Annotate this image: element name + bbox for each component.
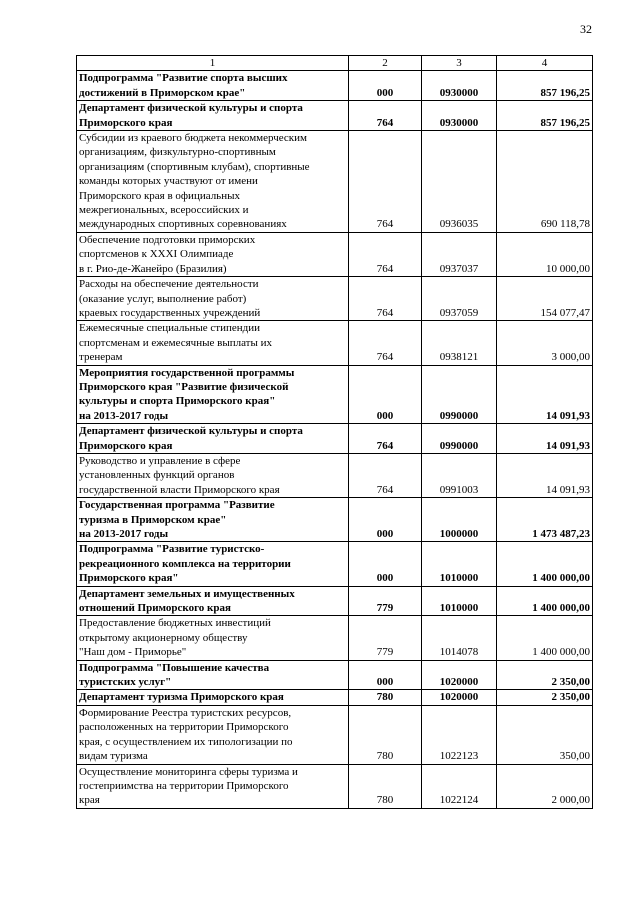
row-name-cell: Департамент физической культуры и спорта Приморского края (77, 424, 349, 454)
table-row (77, 131, 593, 233)
table-row (77, 365, 593, 424)
row-name-cell: Государственная программа "Развитие туризма в Приморском крае" на 2013-2017 годы (77, 498, 349, 542)
row-name-cell: Департамент физической культуры и спорта Приморского края (77, 101, 349, 131)
target-code-cell: 1010000 (422, 586, 497, 616)
amount-cell: 2 000,00 (497, 764, 593, 808)
column-header: 2 (349, 56, 422, 71)
row-name-cell: Субсидии из краевого бюджета некоммерческим организациям, физкультурно-спортивным организациям (спортивным клубам), спортивные команды которых участвуют от имени Приморского края в официальных межрегиональных, всероссийских и международных спортивных соревнованиях (77, 131, 349, 233)
column-header: 3 (422, 56, 497, 71)
table-row (77, 690, 593, 705)
table-row (77, 71, 593, 101)
amount-cell: 2 350,00 (497, 660, 593, 690)
table-row (77, 616, 593, 660)
amount-cell: 2 350,00 (497, 690, 593, 705)
page-number: 32 (580, 22, 592, 36)
row-name-cell: Формирование Реестра туристских ресурсов, расположенных на территории Приморского края, с осуществлением их типологизации по видам туризма (77, 705, 349, 764)
target-code-cell: 1020000 (422, 660, 497, 690)
dept-code-cell: 779 (349, 586, 422, 616)
row-name-cell: Расходы на обеспечение деятельности (оказание услуг, выполнение работ) краевых государственных учреждений (77, 277, 349, 321)
table-row (77, 101, 593, 131)
amount-cell: 3 000,00 (497, 321, 593, 365)
dept-code-cell: 000 (349, 542, 422, 586)
table-row (77, 705, 593, 764)
row-name-cell: Департамент земельных и имущественных отношений Приморского края (77, 586, 349, 616)
dept-code-cell: 764 (349, 101, 422, 131)
target-code-cell: 1010000 (422, 542, 497, 586)
table-row (77, 542, 593, 586)
amount-cell: 350,00 (497, 705, 593, 764)
amount-cell: 857 196,25 (497, 71, 593, 101)
target-code-cell: 1014078 (422, 616, 497, 660)
row-name-cell: Мероприятия государственной программы Приморского края "Развитие физической культуры и спорта Приморского края" на 2013-2017 годы (77, 365, 349, 424)
row-name-cell: Подпрограмма "Развитие туристско- рекреационного комплекса на территории Приморского края" (77, 542, 349, 586)
table-row (77, 660, 593, 690)
target-code-cell: 0990000 (422, 424, 497, 454)
amount-cell: 1 400 000,00 (497, 542, 593, 586)
row-name-cell: Ежемесячные специальные стипендии спортсменам и ежемесячные выплаты их тренерам (77, 321, 349, 365)
amount-cell: 1 400 000,00 (497, 616, 593, 660)
dept-code-cell: 780 (349, 690, 422, 705)
target-code-cell: 0990000 (422, 365, 497, 424)
dept-code-cell: 764 (349, 424, 422, 454)
amount-cell: 1 400 000,00 (497, 586, 593, 616)
row-name-cell: Предоставление бюджетных инвестиций открытому акционерному обществу "Наш дом - Приморье" (77, 616, 349, 660)
amount-cell: 154 077,47 (497, 277, 593, 321)
table-row (77, 586, 593, 616)
amount-cell: 10 000,00 (497, 232, 593, 276)
amount-cell: 14 091,93 (497, 424, 593, 454)
target-code-cell: 1020000 (422, 690, 497, 705)
target-code-cell: 0938121 (422, 321, 497, 365)
amount-cell: 14 091,93 (497, 365, 593, 424)
row-name-cell: Подпрограмма "Повышение качества туристских услуг" (77, 660, 349, 690)
column-header: 1 (77, 56, 349, 71)
row-name-cell: Департамент туризма Приморского края (77, 690, 349, 705)
target-code-cell: 0991003 (422, 453, 497, 497)
table-row (77, 277, 593, 321)
dept-code-cell: 000 (349, 498, 422, 542)
target-code-cell: 0937059 (422, 277, 497, 321)
table-row (77, 424, 593, 454)
dept-code-cell: 780 (349, 764, 422, 808)
dept-code-cell: 764 (349, 277, 422, 321)
row-name-cell: Осуществление мониторинга сферы туризма и гостеприимства на территории Приморского края (77, 764, 349, 808)
dept-code-cell: 764 (349, 321, 422, 365)
table-row (77, 498, 593, 542)
table-row (77, 764, 593, 808)
dept-code-cell: 764 (349, 232, 422, 276)
amount-cell: 857 196,25 (497, 101, 593, 131)
table-header-row (77, 56, 593, 71)
target-code-cell: 1022123 (422, 705, 497, 764)
target-code-cell: 0930000 (422, 71, 497, 101)
target-code-cell: 1000000 (422, 498, 497, 542)
row-name-cell: Обеспечение подготовки приморских спортсменов к XXXI Олимпиаде в г. Рио-де-Жанейро (Бразилия) (77, 232, 349, 276)
target-code-cell: 0937037 (422, 232, 497, 276)
target-code-cell: 1022124 (422, 764, 497, 808)
amount-cell: 1 473 487,23 (497, 498, 593, 542)
dept-code-cell: 000 (349, 71, 422, 101)
table-row (77, 321, 593, 365)
target-code-cell: 0930000 (422, 101, 497, 131)
dept-code-cell: 000 (349, 660, 422, 690)
target-code-cell: 0936035 (422, 131, 497, 233)
budget-table (76, 55, 593, 809)
dept-code-cell: 764 (349, 453, 422, 497)
dept-code-cell: 000 (349, 365, 422, 424)
row-name-cell: Руководство и управление в сфере установленных функций органов государственной власти Приморского края (77, 453, 349, 497)
amount-cell: 14 091,93 (497, 453, 593, 497)
dept-code-cell: 764 (349, 131, 422, 233)
table-row (77, 453, 593, 497)
dept-code-cell: 780 (349, 705, 422, 764)
dept-code-cell: 779 (349, 616, 422, 660)
amount-cell: 690 118,78 (497, 131, 593, 233)
column-header: 4 (497, 56, 593, 71)
row-name-cell: Подпрограмма "Развитие спорта высших достижений в Приморском крае" (77, 71, 349, 101)
table-row (77, 232, 593, 276)
